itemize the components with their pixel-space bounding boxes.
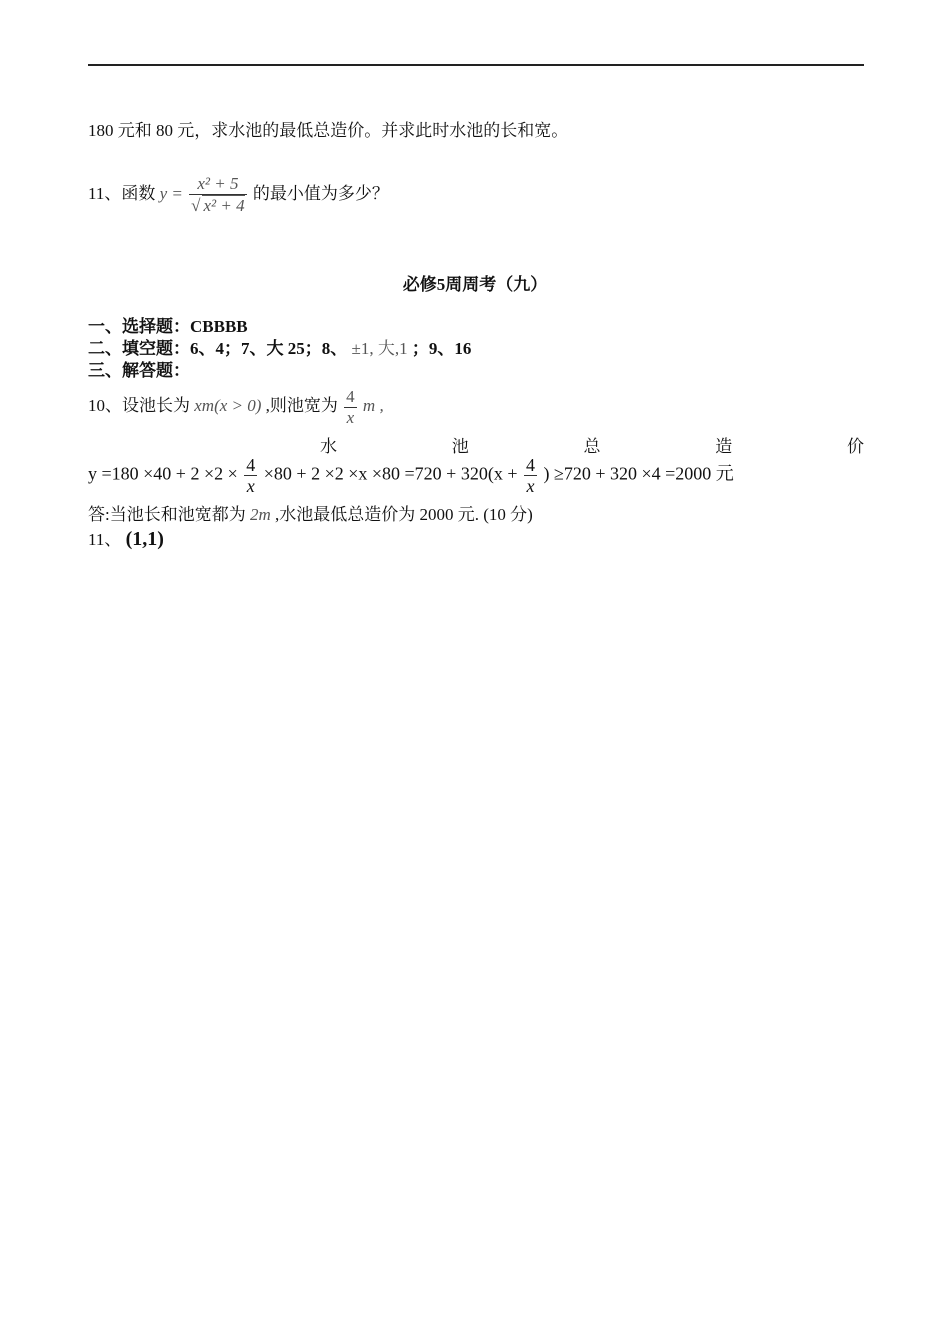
answer-fill: 二、填空题：6、4；7、大 25；8、 ±1, 大,1 ；9、16 xyxy=(88,339,472,358)
answer-choice: 一、选择题：CBBBB xyxy=(88,317,248,336)
spread-char: 造 xyxy=(715,437,733,456)
header-rule xyxy=(88,64,864,66)
answer-10-conclusion: 答:当池长和池宽都为 2m ,水池最低总造价为 2000 元. (10 分) xyxy=(88,505,533,524)
answer-8-value: ±1, 大,1 xyxy=(351,339,408,358)
answer-11: 11、 (1,1) xyxy=(88,528,164,550)
section-title: 必修5周周考（九） xyxy=(402,275,548,294)
q11-prefix: 11、函数 xyxy=(88,184,156,203)
answer-10-setup: 10、设池长为 xm(x > 0) ,则池宽为 $\frac{4}{x}$ m , xyxy=(88,386,384,427)
spread-char: 总 xyxy=(583,437,601,456)
answer-solve-heading: 三、解答题： xyxy=(88,361,190,380)
question-9-tail: 180 元和 80 元，求水池的最低总造价。并求此时水池的长和宽。 xyxy=(88,121,569,140)
eq-fraction-2: $\frac{4}{x}$ xyxy=(525,455,535,496)
spread-char: 池 xyxy=(451,437,469,456)
answer-11-value: (1,1) xyxy=(125,528,164,550)
q11-denominator: √ x² + 4 xyxy=(191,196,245,216)
eq-fraction-1: $\frac{4}{x}$ xyxy=(246,455,256,496)
question-11 xyxy=(88,172,389,216)
spread-char: 水 xyxy=(320,437,337,456)
q11-suffix: 的最小值为多少？ xyxy=(252,184,389,203)
spread-label xyxy=(320,432,864,457)
spread-char: 价 xyxy=(847,437,864,456)
q11-numerator: x² + 5 xyxy=(197,174,239,194)
q11-y-eq: y = xyxy=(159,184,183,203)
cost-equation: y =180 ×40 + 2 ×2 × $\frac{4}{x}$ ×80 + 2 ×2 ×x ×80 =720 + 320(x + $\frac{4}{x}$ ) ≥720 + 320 ×4 =2000 元 xyxy=(88,455,734,496)
a10-fraction: $\frac{4}{x}$ xyxy=(346,386,355,427)
a10-variable: xm(x > 0) xyxy=(194,396,262,415)
q11-fraction xyxy=(189,174,246,216)
